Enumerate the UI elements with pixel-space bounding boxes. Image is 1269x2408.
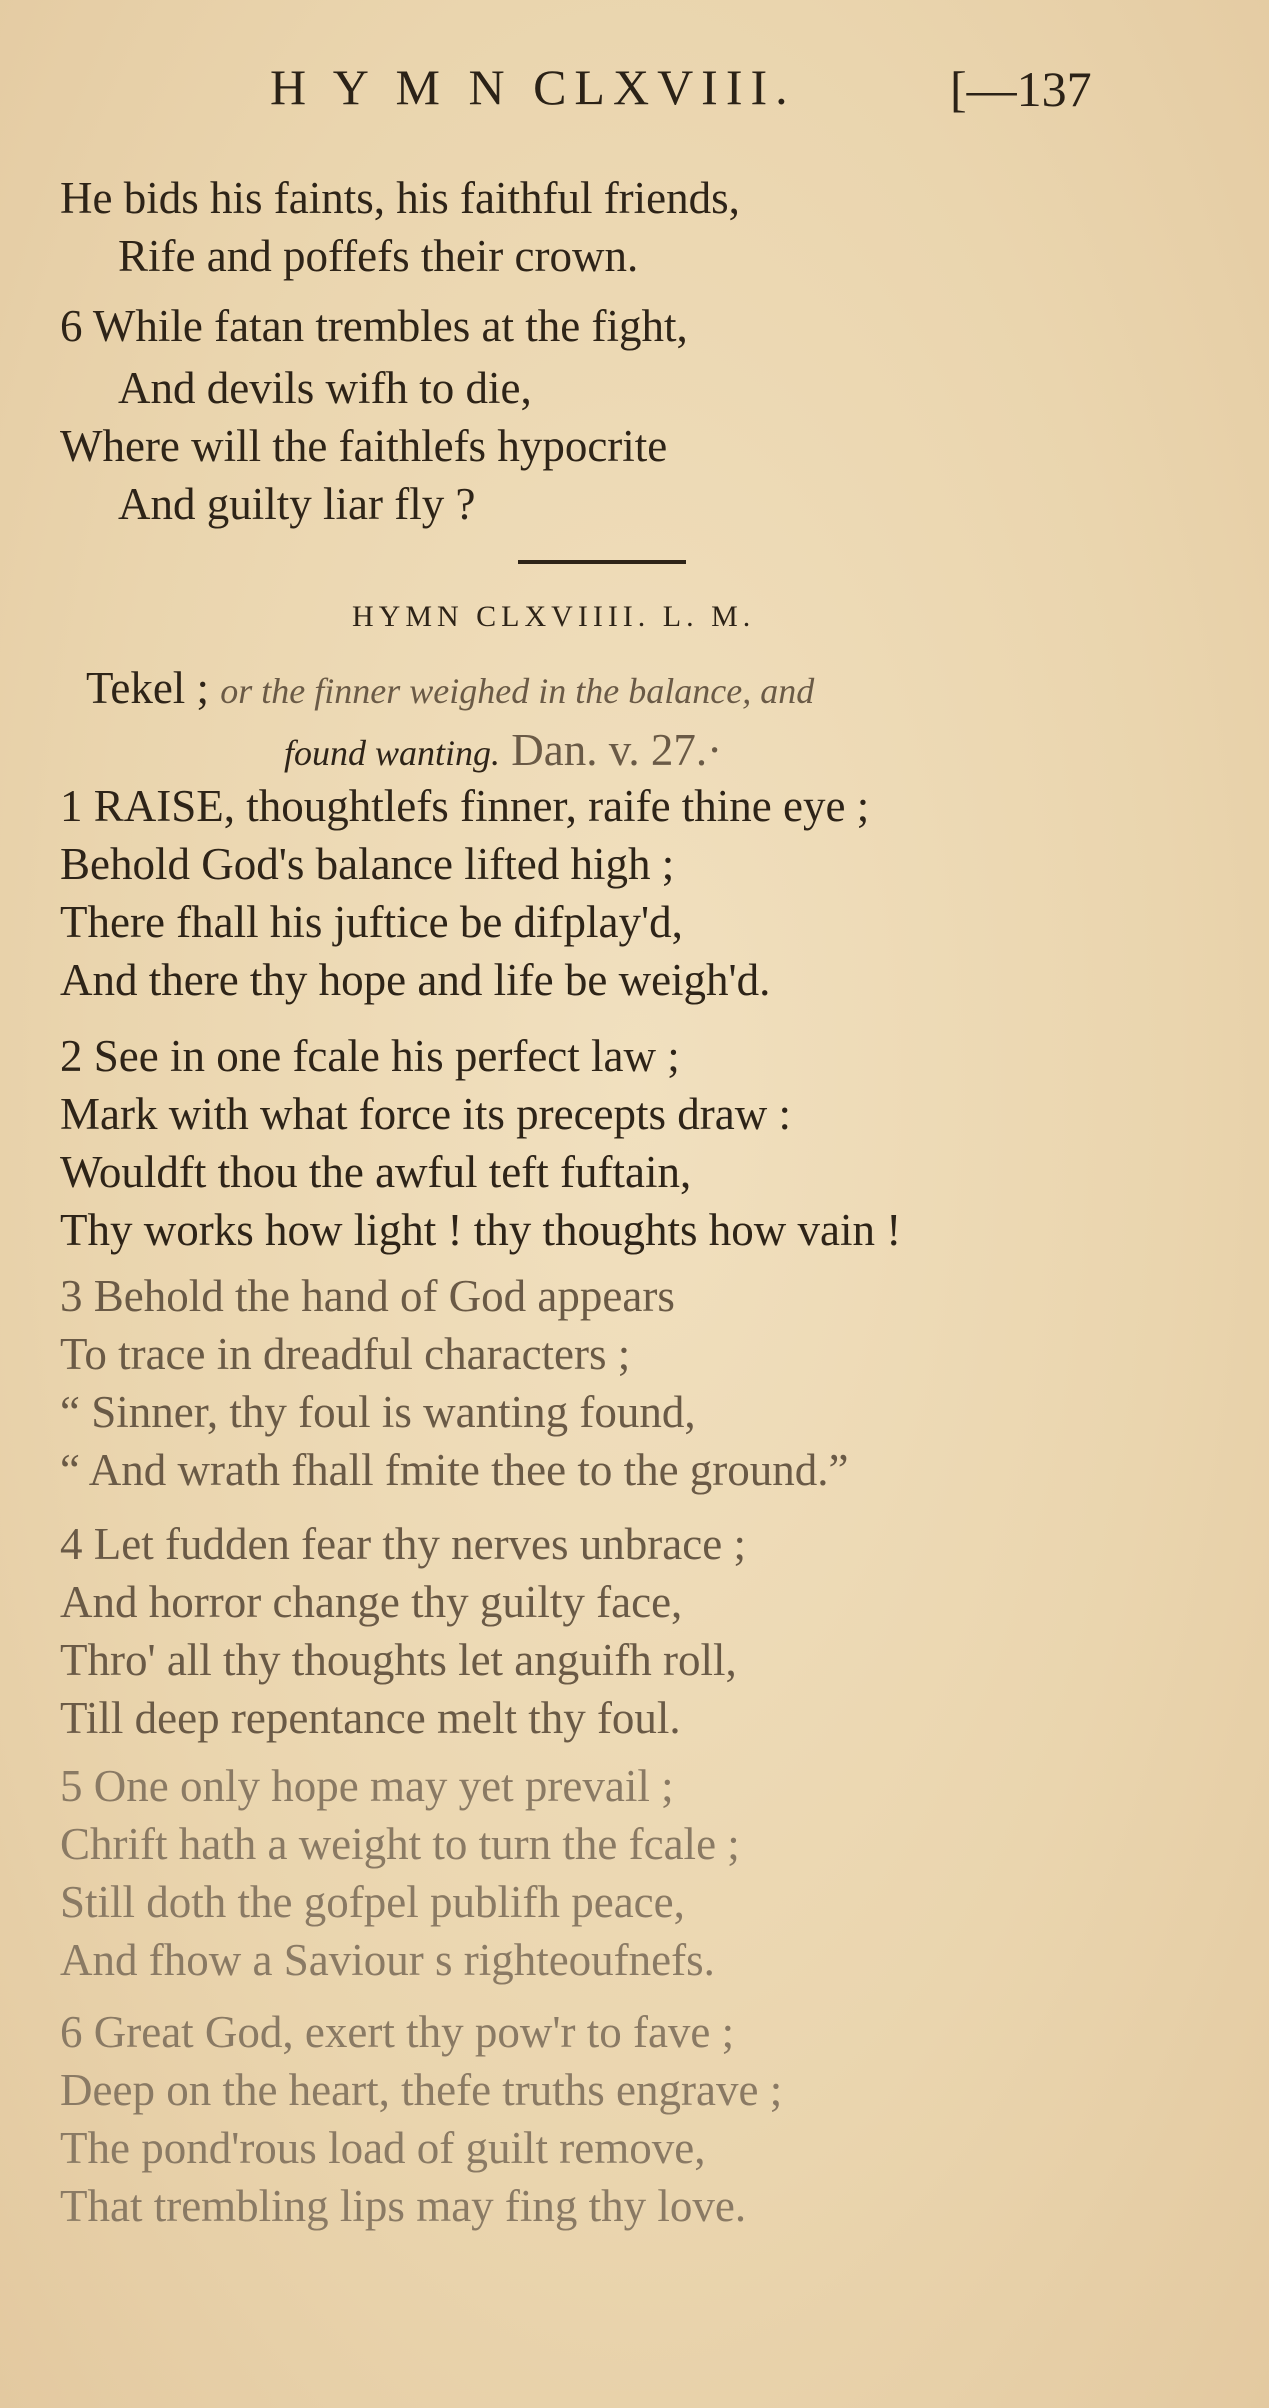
stanza-6-line: The pond'rous load of guilt remove,: [60, 2123, 706, 2173]
hymn-subject-cont: [284, 724, 722, 776]
hymn-subject: [86, 662, 814, 714]
stanza-3-line: 3 Behold the hand of God appears: [60, 1271, 675, 1321]
stanza-6-line: 6 Great God, exert thy pow'r to fave ;: [60, 2007, 735, 2057]
stanza-1-line: Behold God's balance lifted high ;: [60, 839, 675, 889]
subject-italic: found wanting.: [284, 733, 501, 773]
scripture-reference: Dan. v. 27.·: [511, 725, 723, 775]
stanza-4-line: Till deep repentance melt thy foul.: [60, 1693, 681, 1743]
stanza-4-line: 4 Let fudden fear thy nerves unbrace ;: [60, 1519, 746, 1569]
stanza-1-line: And there thy hope and life be weigh'd.: [60, 955, 771, 1005]
stanza-6-line: That trembling lips may fing thy love.: [60, 2181, 747, 2231]
subject-main: Tekel ;: [86, 663, 210, 713]
page-number: [—137: [950, 61, 1092, 117]
continuation-line: Rife and poffefs their crown.: [118, 231, 639, 281]
stanza-3-line: “ Sinner, thy foul is wanting found,: [60, 1387, 696, 1437]
stanza-5-line: Chrift hath a weight to turn the fcale ;: [60, 1819, 740, 1869]
section-divider: [518, 560, 686, 564]
continuation-line: He bids his faints, his faithful friends,: [60, 173, 740, 223]
stanza-2-line: Mark with what force its precepts draw :: [60, 1089, 792, 1139]
running-title: H Y M N CLXVIII.: [270, 59, 796, 115]
stanza-2-line: Thy works how light ! thy thoughts how vain !: [60, 1205, 902, 1255]
stanza-2-line: Wouldft thou the awful teft fuftain,: [60, 1147, 692, 1197]
hymn-title: HYMN CLXVIIII. L. M.: [352, 600, 756, 633]
verse-line: Where will the faithlefs hypocrite: [60, 421, 668, 471]
stanza-3-line: To trace in dreadful characters ;: [60, 1329, 631, 1379]
stanza-5-line: 5 One only hope may yet prevail ;: [60, 1761, 674, 1811]
verse-line: And guilty liar fly ?: [118, 479, 476, 529]
stanza-5-line: Still doth the gofpel publifh peace,: [60, 1877, 685, 1927]
stanza-3-line: “ And wrath fhall fmite thee to the ground.”: [60, 1445, 849, 1495]
stanza-4-line: And horror change thy guilty face,: [60, 1577, 683, 1627]
stanza-1-line: 1 RAISE, thoughtlefs finner, raife thine eye ;: [60, 781, 870, 831]
stanza-1-line: There fhall his juftice be difplay'd,: [60, 897, 683, 947]
stanza-4-line: Thro' all thy thoughts let anguifh roll,: [60, 1635, 737, 1685]
stanza-2-line: 2 See in one fcale his perfect law ;: [60, 1031, 680, 1081]
stanza-6-line: Deep on the heart, thefe truths engrave ;: [60, 2065, 783, 2115]
stanza-5-line: And fhow a Saviour s righteoufnefs.: [60, 1935, 715, 1985]
verse-line: And devils wifh to die,: [118, 363, 532, 413]
verse-line: 6 While fatan trembles at the fight,: [60, 301, 688, 351]
subject-italic: or the finner weighed in the balance, and: [220, 671, 815, 711]
